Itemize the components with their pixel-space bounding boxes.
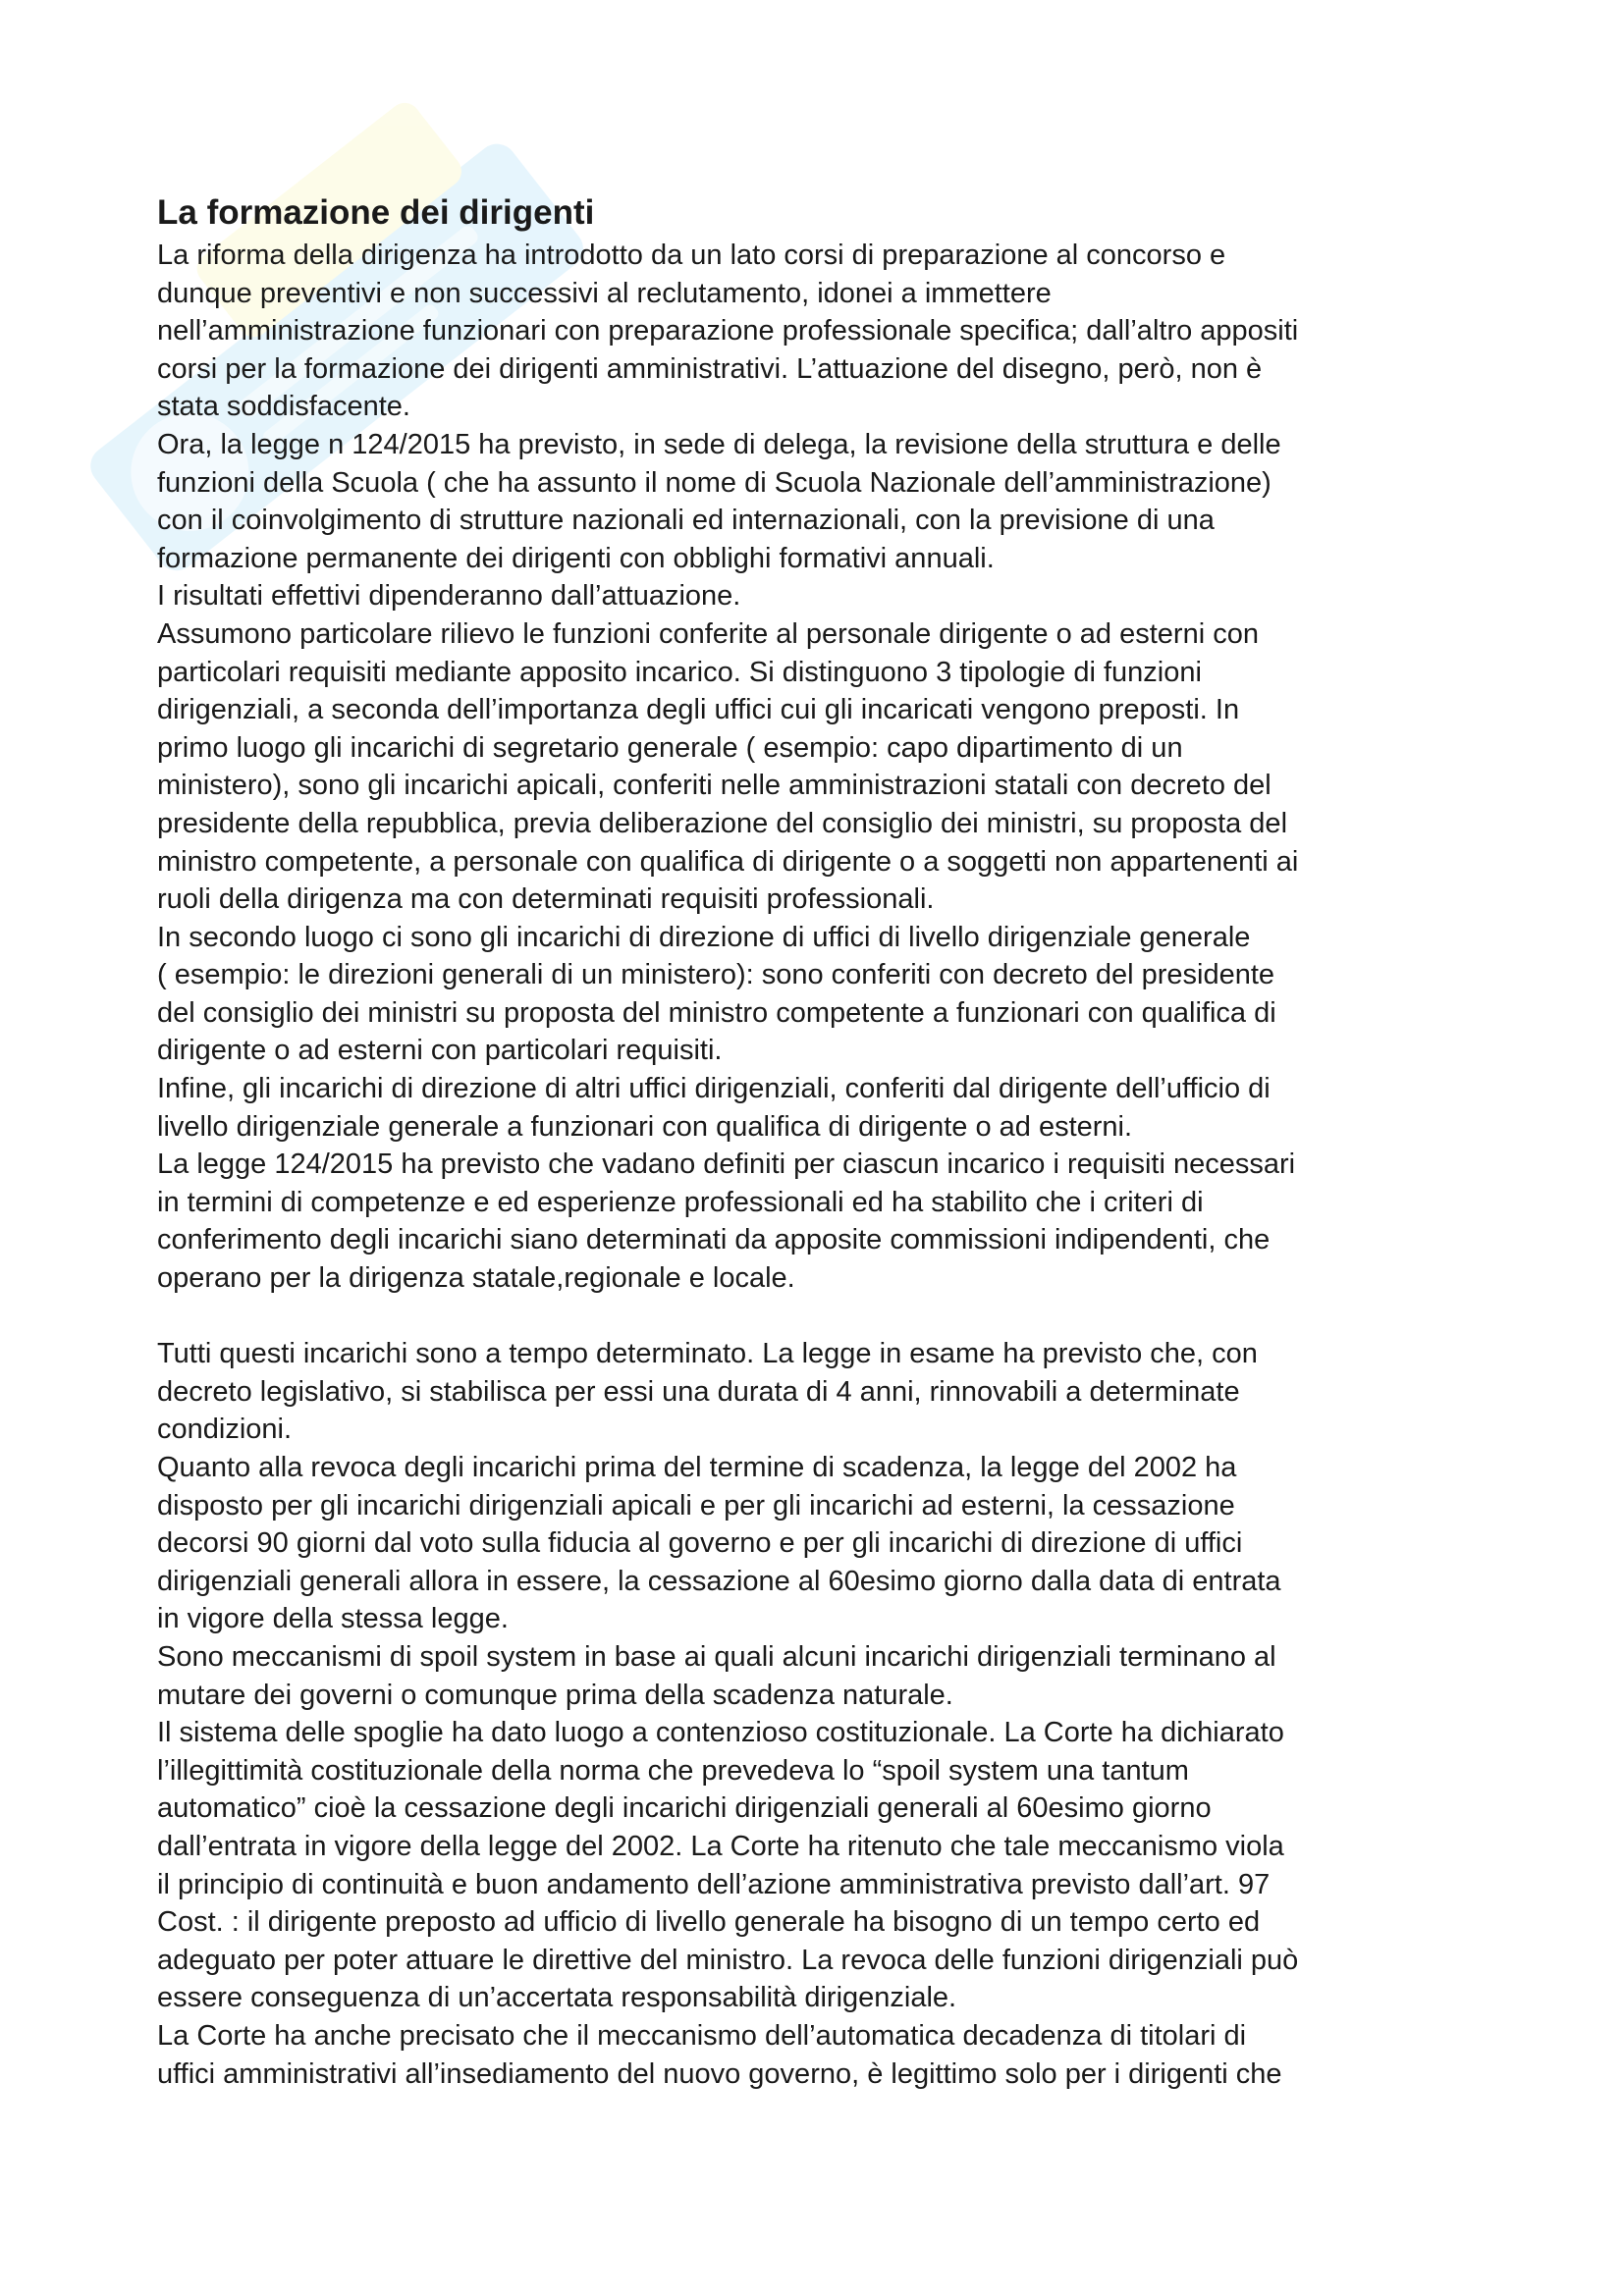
text-line: decorsi 90 giorni dal voto sulla fiducia al governo e per gli incarichi di direzione di uffici (157, 1527, 1243, 1560)
text-line: In secondo luogo ci sono gli incarichi di direzione di uffici di livello dirigenziale generale (157, 921, 1251, 953)
text-line: uffici amministrativi all’insediamento del nuovo governo, è legittimo solo per i dirigenti che (157, 2057, 1282, 2090)
text-line: disposto per gli incarichi dirigenziali apicali e per gli incarichi ad esterni, la cessazione (157, 1489, 1235, 1522)
text-line: conferimento degli incarichi siano determinati da apposite commissioni indipendenti, che (157, 1224, 1271, 1256)
text-line: primo luogo gli incarichi di segretario generale ( esempio: capo dipartimento di un (157, 731, 1183, 764)
text-line: livello dirigenziale generale a funzionari con qualifica di dirigente o ad esterni. (157, 1110, 1133, 1143)
text-line: corsi per la formazione dei dirigenti amministrativi. L’attuazione del disegno, però, non è (157, 352, 1263, 385)
text-line: dirigenziali generali allora in essere, la cessazione al 60esimo giorno dalla data di entrata (157, 1565, 1281, 1597)
text-line: automatico” cioè la cessazione degli incarichi dirigenziali generali al 60esimo giorno (157, 1792, 1212, 1825)
text-line: Il sistema delle spoglie ha dato luogo a contenzioso costituzionale. La Corte ha dichiarato (157, 1717, 1284, 1749)
text-line: del consiglio dei ministri su proposta del ministro competente a funzionari con qualifica di (157, 996, 1276, 1029)
text-line: con il coinvolgimento di strutture nazionali ed internazionali, con la previsione di una (157, 505, 1215, 537)
document-title: La formazione dei dirigenti (157, 193, 595, 232)
text-line: La Corte ha anche precisato che il meccanismo dell’automatica decadenza di titolari di (157, 2019, 1247, 2052)
document-body (157, 237, 1492, 2093)
text-line: Tutti questi incarichi sono a tempo determinato. La legge in esame ha previsto che, con (157, 1338, 1258, 1370)
text-line: ministero), sono gli incarichi apicali, conferiti nelle amministrazioni statali con decreto del (157, 770, 1271, 802)
text-line (157, 1298, 1492, 1336)
text-line: presidente della repubblica, previa deliberazione del consiglio dei ministri, su proposta del (157, 807, 1288, 839)
document-page (157, 191, 1492, 2093)
text-line: La riforma della dirigenza ha introdotto da un lato corsi di preparazione al concorso e (157, 240, 1226, 271)
text-line: in vigore della stessa legge. (157, 1603, 509, 1635)
text-line: mutare dei governi o comunque prima della scadenza naturale. (157, 1679, 953, 1711)
text-line: funzioni della Scuola ( che ha assunto il nome di Scuola Nazionale dell’amministrazione) (157, 466, 1271, 499)
text-line: stata soddisfacente. (157, 391, 410, 423)
text-line: Sono meccanismi di spoil system in base ai quali alcuni incarichi dirigenziali terminano al (157, 1640, 1276, 1673)
text-line: decreto legislativo, si stabilisca per essi una durata di 4 anni, rinnovabili a determinate (157, 1375, 1240, 1408)
text-line: in termini di competenze e ed esperienze professionali ed ha stabilito che i criteri di (157, 1186, 1204, 1218)
text-line: operano per la dirigenza statale,regionale e locale. (157, 1262, 795, 1295)
text-line: Cost. : il dirigente preposto ad ufficio di livello generale ha bisogno di un tempo certo ed (157, 1906, 1261, 1939)
text-line: particolari requisiti mediante apposito incarico. Si distinguono 3 tipologie di funzioni (157, 656, 1202, 688)
text-line: dunque preventivi e non successivi al reclutamento, idonei a immettere (157, 277, 1052, 309)
text-line: essere conseguenza di un’accertata responsabilità dirigenziale. (157, 1982, 957, 2014)
text-line: dirigenziali, a seconda dell’importanza degli uffici cui gli incaricati vengono preposti. In (157, 694, 1240, 726)
text-line: dirigente o ad esterni con particolari requisiti. (157, 1035, 723, 1067)
text-line: il principio di continuità e buon andamento dell’azione amministrativa previsto dall’art. 97 (157, 1868, 1271, 1900)
text-line: ( esempio: le direzioni generali di un ministero): sono conferiti con decreto del presidente (157, 959, 1275, 991)
text-line: l’illegittimità costituzionale della norma che prevedeva lo “spoil system una tantum (157, 1754, 1189, 1787)
text-line: adeguato per poter attuare le direttive del ministro. La revoca delle funzioni dirigenziali può (157, 1944, 1299, 1976)
text-line: Infine, gli incarichi di direzione di altri uffici dirigenziali, conferiti dal dirigente dell’ufficio di (157, 1073, 1271, 1105)
text-line: La legge 124/2015 ha previsto che vadano definiti per ciascun incarico i requisiti necessari (157, 1148, 1296, 1181)
text-line: condizioni. (157, 1414, 293, 1446)
text-line: ministro competente, a personale con qualifica di dirigente o a soggetti non appartenenti ai (157, 845, 1299, 878)
text-line: dall’entrata in vigore della legge del 2002. La Corte ha ritenuto che tale meccanismo viola (157, 1830, 1284, 1862)
text-line: Quanto alla revoca degli incarichi prima del termine di scadenza, la legge del 2002 ha (157, 1452, 1237, 1483)
text-line: I risultati effettivi dipenderanno dall’attuazione. (157, 580, 741, 613)
text-line: Ora, la legge n 124/2015 ha previsto, in sede di delega, la revisione della struttura e delle (157, 428, 1281, 460)
text-line: Assumono particolare rilievo le funzioni conferite al personale dirigente o ad esterni con (157, 617, 1259, 650)
text-line: formazione permanente dei dirigenti con obblighi formativi annuali. (157, 542, 995, 574)
text-line: nell’amministrazione funzionari con preparazione professionale specifica; dall’altro appositi (157, 315, 1299, 347)
text-line: ruoli della dirigenza ma con determinati requisiti professionali. (157, 883, 935, 916)
